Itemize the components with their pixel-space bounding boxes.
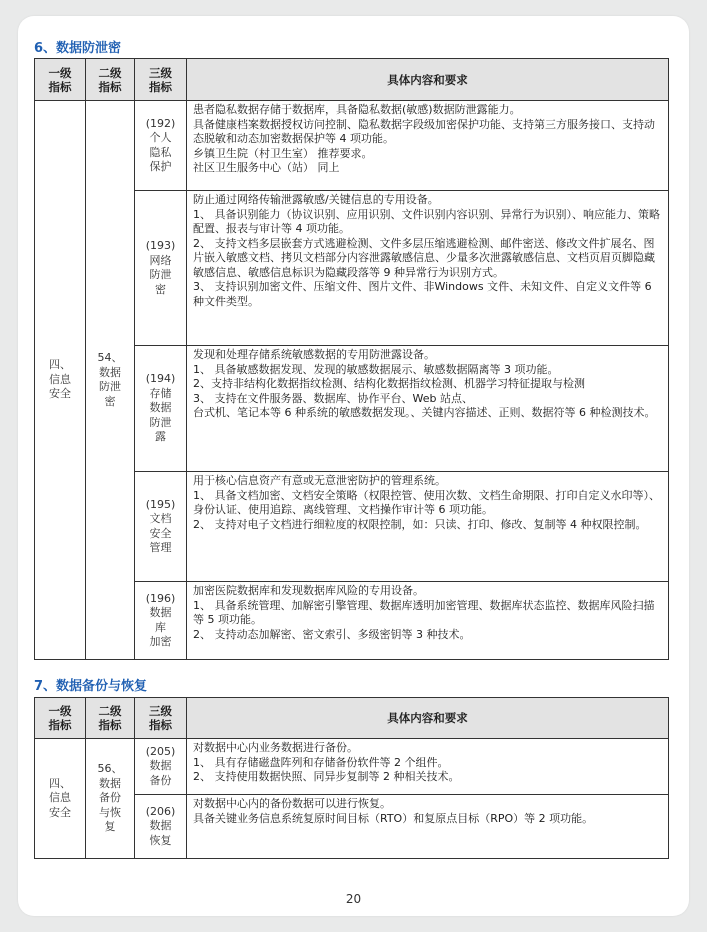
data-backup-recovery-table	[34, 697, 669, 859]
header-level3: 三级 指标	[135, 698, 187, 739]
content-cell: 防止通过网络传输泄露敏感/关键信息的专用设备。 1、 具备识别能力（协议识别、应用识别、文件识别内容识别、异常行为识别）、响应能力、策略配置、报表与审计等 4 项功能。 2、 支持文档多层嵌套方式逃避检测、文件多层压缩逃避检测、邮件密送、修改文件扩展名、图片嵌入敏感文档、拷贝文档部分内容泄露敏感信息、少量多次泄露敏感信息、文档页眉页脚隐藏敏感信息、敏感信息标识为隐藏段落等 9 种异常行为识别方式。 3、 支持识别加密文件、压缩文件、图片文件、非Windows 文件、未知文件、自定义文件等 6 种文件类型。	[187, 191, 669, 346]
table-row	[35, 101, 669, 191]
level3-cell: (206) 数据 恢复	[135, 795, 187, 859]
level2-cell: 54、 数据 防泄 密	[86, 101, 135, 660]
level3-cell: (193) 网络 防泄 密	[135, 191, 187, 346]
section-title-data-backup-recovery: 7、数据备份与恢复	[34, 679, 148, 694]
level3-cell: (192) 个人 隐私 保护	[135, 101, 187, 191]
level3-cell: (196) 数据 库 加密	[135, 582, 187, 660]
level1-cell: 四、 信息 安全	[35, 101, 86, 660]
level3-cell: (195) 文档 安全 管理	[135, 472, 187, 582]
content-cell: 对数据中心内的备份数据可以进行恢复。 具备关键业务信息系统复原时间目标（RTO）和复原点目标（RPO）等 2 项功能。	[187, 795, 669, 859]
content-cell: 加密医院数据库和发现数据库风险的专用设备。 1、 具备系统管理、加解密引擎管理、数据库透明加密管理、数据库状态监控、数据库风险扫描等 5 项功能。 2、 支持动态加解密、密文索引、多级密钥等 3 种技术。	[187, 582, 669, 660]
header-content: 具体内容和要求	[187, 698, 669, 739]
header-level1: 一级 指标	[35, 698, 86, 739]
content-cell: 用于核心信息资产有意或无意泄密防护的管理系统。 1、 具备文档加密、文档安全策略（权限控管、使用次数、文档生命期限、打印自定义水印等）、身份认证、使用追踪、离线管理、文档操作审计等 6 项功能。 2、 支持对电子文档进行细粒度的权限控制，如：只读、打印、修改、复制等 4 种权限控制。	[187, 472, 669, 582]
section-title-data-leak-prevention: 6、数据防泄密	[34, 41, 122, 56]
content-cell: 发现和处理存储系统敏感数据的专用防泄露设备。 1、 具备敏感数据发现、发现的敏感数据展示、敏感数据隔离等 3 项功能。 2、支持非结构化数据指纹检测、结构化数据指纹检测、机器学习特征提取与检测 3、 支持在文件服务器、数据库、协作平台、Web 站点、 台式机、笔记本等 6 种系统的敏感数据发现。、关键内容描述、正则、数据符等 6 种检测技术。	[187, 346, 669, 472]
level2-cell: 56、 数据 备份 与恢 复	[86, 739, 135, 859]
header-level2: 二级 指标	[86, 59, 135, 101]
content-cell: 患者隐私数据存储于数据库，具备隐私数据(敏感)数据防泄露能力。 具备健康档案数据授权访问控制、隐私数据字段级加密保护功能、支持第三方服务接口、支持动态脱敏和动态加密数据保护等 4 项功能。 乡镇卫生院（村卫生室） 推荐要求。 社区卫生服务中心（站） 同上	[187, 101, 669, 191]
header-content: 具体内容和要求	[187, 59, 669, 101]
header-level1: 一级 指标	[35, 59, 86, 101]
table-header-row	[35, 59, 669, 101]
header-level3: 三级 指标	[135, 59, 187, 101]
page-number: 20	[345, 892, 362, 906]
table-row	[35, 739, 669, 795]
data-leak-prevention-table	[34, 58, 669, 660]
table-header-row	[35, 698, 669, 739]
content-cell: 对数据中心内业务数据进行备份。 1、 具有存储磁盘阵列和存储备份软件等 2 个组件。 2、 支持使用数据快照、同异步复制等 2 种相关技术。	[187, 739, 669, 795]
level3-cell: (205) 数据 备份	[135, 739, 187, 795]
header-level2: 二级 指标	[86, 698, 135, 739]
level1-cell: 四、 信息 安全	[35, 739, 86, 859]
level3-cell: (194) 存储 数据 防泄 露	[135, 346, 187, 472]
